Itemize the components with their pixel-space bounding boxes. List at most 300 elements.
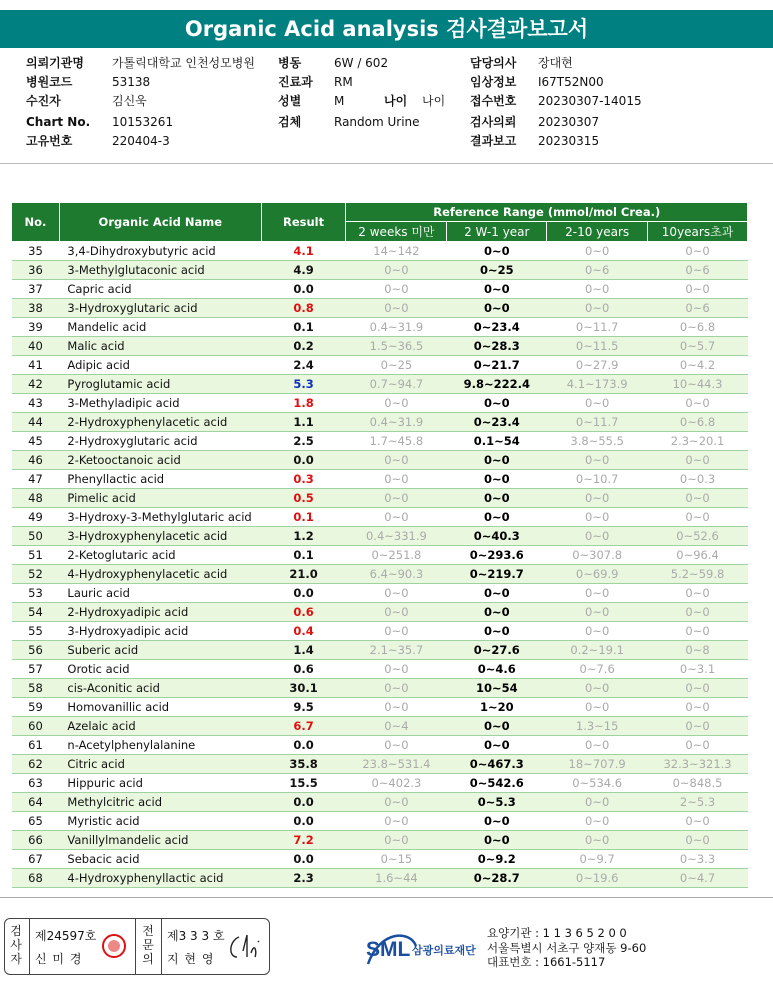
acid-name: Pyroglutamic acid: [59, 375, 261, 394]
range-2w1y: 10~54: [447, 679, 547, 698]
range-2-10y: 0~19.6: [547, 869, 648, 888]
range-2w1y: 0.1~54: [447, 432, 547, 451]
range-2w1y: 0~21.7: [447, 356, 547, 375]
row-number: 49: [12, 508, 60, 527]
table-row: [12, 660, 748, 679]
range-2-10y: 0~11.7: [547, 413, 648, 432]
table-row: [12, 546, 748, 565]
info-label: 병동: [278, 56, 302, 70]
row-number: 61: [12, 736, 60, 755]
range-2w: 0~0: [346, 451, 447, 470]
range-2-10y: 0~10.7: [547, 470, 648, 489]
range-2w1y: 0~0: [447, 280, 547, 299]
table-row: [12, 413, 748, 432]
row-number: 56: [12, 641, 60, 660]
results-table: [11, 202, 748, 888]
range-2w1y: 0~0: [447, 622, 547, 641]
table-row: [12, 831, 748, 850]
range-10y: 0~0: [648, 831, 748, 850]
result-value: 0.0: [261, 584, 346, 603]
range-2w1y: 0~467.3: [447, 755, 547, 774]
result-value: 35.8: [261, 755, 346, 774]
range-2w1y: 9.8~222.4: [447, 375, 547, 394]
result-value: 0.0: [261, 736, 346, 755]
acid-name: 2-Ketooctanoic acid: [59, 451, 261, 470]
table-row: [12, 679, 748, 698]
result-value: 0.0: [261, 280, 346, 299]
result-value: 1.8: [261, 394, 346, 413]
table-row: [12, 356, 748, 375]
range-2w: 0~0: [346, 470, 447, 489]
acid-name: 2-Ketoglutaric acid: [59, 546, 261, 565]
range-2-10y: 0~0: [547, 698, 648, 717]
range-10y: 0~0: [648, 717, 748, 736]
examiner-name: 신 미 경: [35, 952, 83, 966]
range-2-10y: 0~0: [547, 527, 648, 546]
range-2w: 0~0: [346, 603, 447, 622]
acid-name: 2-Hydroxyphenylacetic acid: [59, 413, 261, 432]
acid-name: Suberic acid: [59, 641, 261, 660]
range-2w1y: 0~0: [447, 717, 547, 736]
range-2w1y: 0~0: [447, 394, 547, 413]
row-number: 55: [12, 622, 60, 641]
info-label: 담당의사: [470, 56, 517, 70]
range-2-10y: 0~0: [547, 242, 648, 261]
info-value: 20230307: [538, 115, 600, 129]
row-number: 59: [12, 698, 60, 717]
info-value: 장대현: [538, 56, 573, 70]
signature-box: [4, 918, 270, 975]
range-2w: 6.4~90.3: [346, 565, 447, 584]
result-value: 0.4: [261, 622, 346, 641]
range-2-10y: 0~0: [547, 280, 648, 299]
header-name: Organic Acid Name: [59, 203, 261, 242]
info-value: 10153261: [112, 115, 174, 129]
result-value: 21.0: [261, 565, 346, 584]
table-row: [12, 527, 748, 546]
institution-code: 요양기관 : 1 1 3 6 5 2 0 0: [487, 926, 627, 940]
range-10y: 0~8: [648, 641, 748, 660]
range-2w1y: 0~23.4: [447, 318, 547, 337]
range-10y: 0~0: [648, 584, 748, 603]
range-2-10y: 0~0: [547, 736, 648, 755]
range-2-10y: 0~534.6: [547, 774, 648, 793]
result-value: 2.3: [261, 869, 346, 888]
range-2-10y: 3.8~55.5: [547, 432, 648, 451]
range-10y: 0~0: [648, 603, 748, 622]
range-2-10y: 0~0: [547, 584, 648, 603]
header-range-2w1y: 2 W-1 year: [447, 222, 547, 242]
row-number: 38: [12, 299, 60, 318]
range-2w1y: 0~0: [447, 489, 547, 508]
table-row: [12, 793, 748, 812]
range-10y: 0~0: [648, 622, 748, 641]
range-2-10y: 0~11.5: [547, 337, 648, 356]
range-10y: 0~0: [648, 242, 748, 261]
table-row: [12, 774, 748, 793]
info-value: 20230307-14015: [538, 94, 642, 108]
range-2w: 0~25: [346, 356, 447, 375]
info-value: M: [334, 94, 345, 108]
range-2-10y: 0~0: [547, 793, 648, 812]
table-row: [12, 622, 748, 641]
info-value: 김신욱: [112, 94, 147, 108]
result-value: 0.0: [261, 451, 346, 470]
range-2w: 0~0: [346, 698, 447, 717]
range-2-10y: 0~307.8: [547, 546, 648, 565]
row-number: 64: [12, 793, 60, 812]
range-10y: 32.3~321.3: [648, 755, 748, 774]
result-value: 0.3: [261, 470, 346, 489]
result-value: 30.1: [261, 679, 346, 698]
range-2-10y: 4.1~173.9: [547, 375, 648, 394]
specialist-label: 전문의: [142, 924, 154, 966]
result-value: 15.5: [261, 774, 346, 793]
range-2w1y: 0~0: [447, 299, 547, 318]
table-row: [12, 432, 748, 451]
range-2-10y: 0~0: [547, 451, 648, 470]
examiner-label: 검사자: [10, 924, 22, 966]
range-2w1y: 0~9.2: [447, 850, 547, 869]
row-number: 40: [12, 337, 60, 356]
range-10y: 0~0: [648, 280, 748, 299]
range-2w1y: 0~0: [447, 812, 547, 831]
range-2-10y: 0~0: [547, 603, 648, 622]
examiner-seal-icon: [101, 933, 127, 959]
range-2w1y: 0~0: [447, 470, 547, 489]
info-label: Chart No.: [26, 115, 91, 129]
result-value: 1.4: [261, 641, 346, 660]
sml-logo-name: 삼광의료재단: [412, 944, 476, 957]
row-number: 54: [12, 603, 60, 622]
range-2w1y: 0~0: [447, 831, 547, 850]
range-10y: 0~6: [648, 261, 748, 280]
acid-name: 4-Hydroxyphenylacetic acid: [59, 565, 261, 584]
row-number: 44: [12, 413, 60, 432]
address: 서울특별시 서초구 양재동 9-60: [487, 940, 647, 955]
range-2w: 0.4~31.9: [346, 318, 447, 337]
range-2-10y: 1.3~15: [547, 717, 648, 736]
table-row: [12, 261, 748, 280]
info-label: 의뢰기관명: [26, 56, 84, 70]
range-2w: 0~0: [346, 679, 447, 698]
range-2w1y: 0~4.6: [447, 660, 547, 679]
range-2-10y: 0~0: [547, 679, 648, 698]
row-number: 57: [12, 660, 60, 679]
result-value: 0.1: [261, 318, 346, 337]
table-row: [12, 565, 748, 584]
range-2w: 14~142: [346, 242, 447, 261]
row-number: 42: [12, 375, 60, 394]
result-value: 0.6: [261, 660, 346, 679]
range-10y: 0~0: [648, 394, 748, 413]
info-value: 6W / 602: [334, 56, 389, 70]
row-number: 53: [12, 584, 60, 603]
range-2w: 0.4~331.9: [346, 527, 447, 546]
result-value: 0.1: [261, 508, 346, 527]
row-number: 43: [12, 394, 60, 413]
table-row: [12, 318, 748, 337]
table-row: [12, 850, 748, 869]
range-2w: 23.8~531.4: [346, 755, 447, 774]
range-10y: 2.3~20.1: [648, 432, 748, 451]
range-2-10y: 0~0: [547, 394, 648, 413]
specialist-name: 지 현 영: [167, 952, 215, 966]
acid-name: 2-Hydroxyadipic acid: [59, 603, 261, 622]
range-2w: 0~0: [346, 261, 447, 280]
range-2w1y: 0~23.4: [447, 413, 547, 432]
sml-logo: [366, 926, 486, 970]
row-number: 46: [12, 451, 60, 470]
range-10y: 10~44.3: [648, 375, 748, 394]
header-reference: Reference Range (mmol/mol Crea.): [346, 203, 748, 222]
header-range-2w: 2 weeks 미만: [346, 222, 447, 242]
table-row: [12, 698, 748, 717]
range-2w1y: 0~0: [447, 584, 547, 603]
range-2w: 2.1~35.7: [346, 641, 447, 660]
range-10y: 0~0: [648, 679, 748, 698]
result-value: 2.5: [261, 432, 346, 451]
acid-name: Pimelic acid: [59, 489, 261, 508]
acid-name: Malic acid: [59, 337, 261, 356]
table-row: [12, 736, 748, 755]
range-10y: 0~96.4: [648, 546, 748, 565]
result-value: 4.1: [261, 242, 346, 261]
range-2w1y: 1~20: [447, 698, 547, 717]
range-10y: 0~0: [648, 451, 748, 470]
info-value: RM: [334, 75, 353, 89]
acid-name: Adipic acid: [59, 356, 261, 375]
sml-logo-text: SML: [366, 938, 411, 961]
info-value: 220404-3: [112, 134, 170, 148]
row-number: 67: [12, 850, 60, 869]
table-row: [12, 755, 748, 774]
table-row: [12, 869, 748, 888]
range-10y: 0~0: [648, 736, 748, 755]
specialist-license: 제3 3 3 호: [167, 929, 225, 943]
table-row: [12, 489, 748, 508]
range-2w: 0~0: [346, 508, 447, 527]
range-2w: 0~402.3: [346, 774, 447, 793]
result-value: 0.5: [261, 489, 346, 508]
range-2w1y: 0~0: [447, 603, 547, 622]
info-value: 53138: [112, 75, 151, 89]
range-2w1y: 0~0: [447, 451, 547, 470]
result-value: 0.1: [261, 546, 346, 565]
acid-name: Methylcitric acid: [59, 793, 261, 812]
range-10y: 0~4.2: [648, 356, 748, 375]
range-2-10y: 0~0: [547, 831, 648, 850]
range-2w: 0.7~94.7: [346, 375, 447, 394]
age-label: 나이: [384, 94, 408, 108]
range-2-10y: 0~7.6: [547, 660, 648, 679]
range-2-10y: 0~0: [547, 299, 648, 318]
table-row: [12, 508, 748, 527]
acid-name: 3-Hydroxyglutaric acid: [59, 299, 261, 318]
signature-divider: [161, 919, 162, 974]
range-2-10y: 0~27.9: [547, 356, 648, 375]
table-row: [12, 299, 748, 318]
row-number: 63: [12, 774, 60, 793]
row-number: 65: [12, 812, 60, 831]
acid-name: 3-Methyladipic acid: [59, 394, 261, 413]
range-2w1y: 0~0: [447, 736, 547, 755]
header-range-2-10y: 2-10 years: [547, 222, 648, 242]
range-2w: 0~0: [346, 394, 447, 413]
result-value: 7.2: [261, 831, 346, 850]
range-2w: 0~0: [346, 736, 447, 755]
range-2w: 0~0: [346, 489, 447, 508]
range-2w: 0~0: [346, 622, 447, 641]
table-row: [12, 394, 748, 413]
info-value: 20230315: [538, 134, 600, 148]
row-number: 37: [12, 280, 60, 299]
range-2w: 0.4~31.9: [346, 413, 447, 432]
range-2w1y: 0~542.6: [447, 774, 547, 793]
table-row: [12, 584, 748, 603]
result-value: 5.3: [261, 375, 346, 394]
signature-divider: [135, 919, 136, 974]
acid-name: 3-Hydroxy-3-Methylglutaric acid: [59, 508, 261, 527]
range-2w1y: 0~28.3: [447, 337, 547, 356]
acid-name: Vanillylmandelic acid: [59, 831, 261, 850]
table-row: [12, 641, 748, 660]
range-2-10y: 0~0: [547, 508, 648, 527]
range-2w: 0~0: [346, 280, 447, 299]
range-10y: 0~0: [648, 508, 748, 527]
range-2w: 0~0: [346, 812, 447, 831]
header-range-10y: 10years초과: [648, 222, 748, 242]
range-2w: 0~0: [346, 299, 447, 318]
row-number: 48: [12, 489, 60, 508]
range-2w1y: 0~25: [447, 261, 547, 280]
row-number: 58: [12, 679, 60, 698]
acid-name: Mandelic acid: [59, 318, 261, 337]
sml-logo-icon: [366, 926, 486, 970]
result-value: 2.4: [261, 356, 346, 375]
acid-name: Myristic acid: [59, 812, 261, 831]
range-10y: 0~0.3: [648, 470, 748, 489]
report-title: Organic Acid analysis 검사결과보고서: [0, 10, 773, 48]
row-number: 35: [12, 242, 60, 261]
result-value: 1.2: [261, 527, 346, 546]
range-2-10y: 18~707.9: [547, 755, 648, 774]
range-2w1y: 0~219.7: [447, 565, 547, 584]
result-value: 9.5: [261, 698, 346, 717]
result-value: 0.8: [261, 299, 346, 318]
acid-name: 3-Hydroxyphenylacetic acid: [59, 527, 261, 546]
range-2w: 0~251.8: [346, 546, 447, 565]
range-10y: 0~848.5: [648, 774, 748, 793]
range-2w: 1.5~36.5: [346, 337, 447, 356]
range-2w: 0~0: [346, 793, 447, 812]
range-2w: 1.7~45.8: [346, 432, 447, 451]
row-number: 50: [12, 527, 60, 546]
examiner-license: 제24597호: [35, 929, 97, 943]
row-number: 62: [12, 755, 60, 774]
info-label: 병원코드: [26, 75, 73, 89]
header-no: No.: [12, 203, 60, 242]
section-divider: [0, 163, 773, 164]
acid-name: Citric acid: [59, 755, 261, 774]
header-result: Result: [261, 203, 346, 242]
info-label: 검체: [278, 115, 302, 129]
range-10y: 0~6.8: [648, 413, 748, 432]
table-row: [12, 242, 748, 261]
result-value: 0.2: [261, 337, 346, 356]
range-2-10y: 0~69.9: [547, 565, 648, 584]
acid-name: Hippuric acid: [59, 774, 261, 793]
table-row: [12, 280, 748, 299]
phone: 대표번호 : 1661-5117: [487, 955, 606, 969]
range-2w1y: 0~5.3: [447, 793, 547, 812]
result-value: 4.9: [261, 261, 346, 280]
range-10y: 0~0: [648, 812, 748, 831]
acid-name: 3-Methylglutaconic acid: [59, 261, 261, 280]
row-number: 39: [12, 318, 60, 337]
acid-name: n-Acetylphenylalanine: [59, 736, 261, 755]
range-2-10y: 0~0: [547, 812, 648, 831]
range-2-10y: 0~11.7: [547, 318, 648, 337]
range-2w: 0~0: [346, 660, 447, 679]
range-10y: 0~3.3: [648, 850, 748, 869]
result-value: 0.0: [261, 793, 346, 812]
range-2w: 0~4: [346, 717, 447, 736]
info-value: 가톨릭대학교 인천성모병원: [112, 56, 255, 70]
table-row: [12, 812, 748, 831]
info-label: 접수번호: [470, 94, 517, 108]
signature-scribble-icon: [225, 931, 265, 963]
acid-name: Sebacic acid: [59, 850, 261, 869]
row-number: 60: [12, 717, 60, 736]
range-2w1y: 0~27.6: [447, 641, 547, 660]
row-number: 41: [12, 356, 60, 375]
table-row: [12, 470, 748, 489]
range-10y: 0~6.8: [648, 318, 748, 337]
range-2w: 0~0: [346, 831, 447, 850]
range-10y: 0~4.7: [648, 869, 748, 888]
contact-info: [487, 926, 646, 970]
acid-name: 4-Hydroxyphenyllactic acid: [59, 869, 261, 888]
range-10y: 0~3.1: [648, 660, 748, 679]
row-number: 68: [12, 869, 60, 888]
result-value: 6.7: [261, 717, 346, 736]
range-10y: 0~0: [648, 489, 748, 508]
result-value: 0.6: [261, 603, 346, 622]
range-2w1y: 0~40.3: [447, 527, 547, 546]
acid-name: cis-Aconitic acid: [59, 679, 261, 698]
row-number: 51: [12, 546, 60, 565]
acid-name: 3-Hydroxyadipic acid: [59, 622, 261, 641]
range-2w: 1.6~44: [346, 869, 447, 888]
age-value: 나이: [422, 94, 446, 108]
acid-name: 3,4-Dihydroxybutyric acid: [59, 242, 261, 261]
row-number: 52: [12, 565, 60, 584]
info-label: 수진자: [26, 94, 61, 108]
range-2w1y: 0~293.6: [447, 546, 547, 565]
acid-name: Homovanillic acid: [59, 698, 261, 717]
result-value: 1.1: [261, 413, 346, 432]
table-row: [12, 603, 748, 622]
range-2w1y: 0~0: [447, 508, 547, 527]
info-label: 진료과: [278, 75, 313, 89]
acid-name: Lauric acid: [59, 584, 261, 603]
info-value: Random Urine: [334, 115, 420, 129]
info-label: 검사의뢰: [470, 115, 517, 129]
range-2w1y: 0~28.7: [447, 869, 547, 888]
range-10y: 0~52.6: [648, 527, 748, 546]
row-number: 45: [12, 432, 60, 451]
